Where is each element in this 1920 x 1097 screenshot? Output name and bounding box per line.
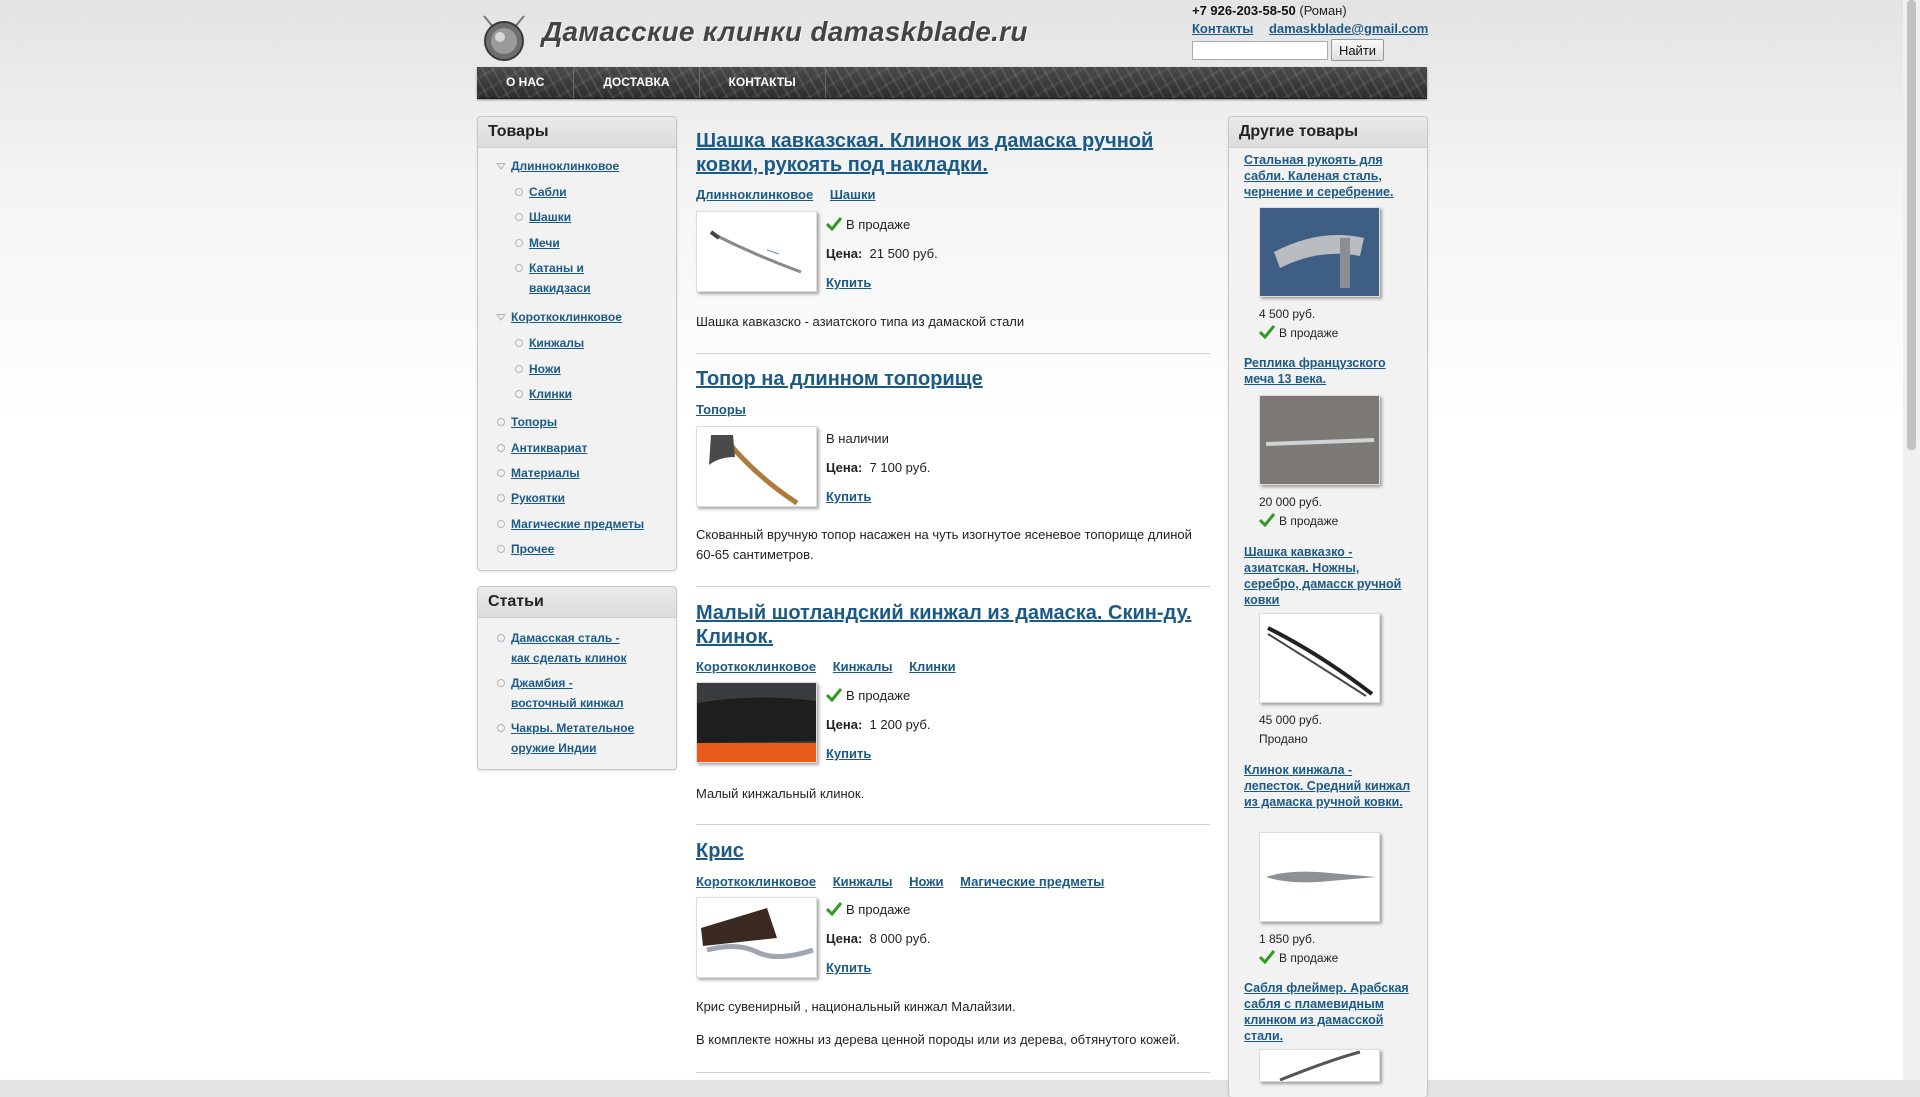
category-link[interactable]: Сабли [529, 185, 567, 199]
product-categories [696, 659, 969, 674]
product-description: Малый кинжальный клинок. [696, 786, 865, 801]
bullet-icon [515, 365, 523, 373]
other-item-title[interactable]: Стальная рукоять для сабли. Каленая сталь, чернение и серебрение. [1244, 153, 1394, 199]
product-item [696, 367, 1210, 567]
category-short-blades [478, 307, 676, 333]
other-item-status-row [1259, 513, 1338, 528]
category-axes [478, 412, 676, 438]
product-image[interactable] [696, 426, 817, 507]
bullet-icon [497, 679, 505, 687]
category-link[interactable]: Материалы [511, 466, 580, 480]
goods-tree [478, 148, 676, 564]
product-price: 21 500 руб. [869, 246, 938, 261]
bullet-icon [497, 520, 505, 528]
other-item-image[interactable] [1259, 613, 1380, 703]
price-label: Цена: [826, 460, 863, 475]
product-status: В продаже [846, 688, 911, 703]
bullet-icon [497, 634, 505, 642]
product-item [696, 601, 1210, 801]
product-category-link[interactable]: Короткоклинковое [696, 874, 817, 889]
product-image[interactable] [696, 211, 817, 292]
expanded-arrow-icon[interactable] [496, 314, 506, 321]
product-category-link[interactable]: Магические предметы [960, 874, 1105, 889]
price-label: Цена: [826, 246, 863, 261]
product-title[interactable]: Малый шотландский кинжал из дамаска. Скин-ду. Клинок. [696, 602, 1192, 648]
check-icon [826, 902, 842, 916]
articles-box [477, 586, 677, 770]
divider [696, 353, 1210, 354]
product-status: В продаже [846, 217, 911, 232]
category-link[interactable]: Прочее [511, 542, 555, 556]
product-description: Шашка кавказско - азиатского типа из дамаской стали [696, 314, 1025, 329]
main-nav [477, 67, 1427, 99]
product-status: В продаже [846, 902, 911, 917]
check-icon [1259, 325, 1275, 339]
product-info [826, 210, 938, 297]
divider [696, 1072, 1210, 1073]
contact-links [1192, 21, 1440, 36]
product-categories [696, 402, 759, 417]
other-item-price: 4 500 руб. [1259, 307, 1316, 321]
category-swords [478, 233, 676, 258]
phone-name: (Роман) [1299, 3, 1347, 18]
nav-delivery[interactable]: ДОСТАВКА [574, 67, 699, 98]
category-link[interactable]: Магические предметы [511, 517, 645, 531]
category-sabres [478, 182, 676, 207]
other-item-status: В продаже [1279, 514, 1339, 528]
divider [696, 824, 1210, 825]
price-label: Цена: [826, 717, 863, 732]
category-link[interactable]: Длинноклинковое [511, 159, 620, 173]
contact-phone [1192, 2, 1347, 20]
email-link[interactable]: damaskblade@gmail.com [1268, 21, 1429, 36]
product-category-link[interactable]: Кинжалы [832, 874, 893, 889]
article-item [478, 673, 641, 718]
logo-icon[interactable] [478, 12, 530, 62]
check-icon [1259, 513, 1275, 527]
check-icon [1259, 950, 1275, 964]
bullet-icon [497, 494, 505, 502]
article-link[interactable]: Чакры. Метательное оружие Индии [511, 721, 635, 755]
category-magic [478, 514, 676, 539]
articles-list [478, 618, 676, 763]
other-item-status: В продаже [1279, 326, 1339, 340]
divider [696, 586, 1210, 587]
article-item [478, 718, 641, 763]
bullet-icon [515, 264, 523, 272]
other-item [1244, 762, 1414, 972]
scrollbar-thumb[interactable] [1907, 0, 1916, 450]
product-categories [696, 874, 1117, 889]
check-icon [826, 688, 842, 702]
phone-number: +7 926-203-58-50 [1192, 3, 1296, 18]
other-item-price: 20 000 руб. [1259, 495, 1322, 509]
other-item-status: Продано [1259, 732, 1308, 746]
other-item [1244, 152, 1414, 342]
category-daggers [478, 333, 676, 359]
category-blades [478, 384, 676, 412]
category-link[interactable]: Мечи [529, 236, 560, 250]
article-item [478, 628, 641, 673]
product-categories [696, 187, 888, 202]
nav-contacts[interactable]: КОНТАКТЫ [700, 67, 826, 98]
bullet-icon [515, 390, 523, 398]
price-label: Цена: [826, 931, 863, 946]
category-shashki [478, 207, 676, 233]
product-info [826, 895, 930, 982]
other-item [1244, 544, 1414, 754]
category-link[interactable]: Ножи [529, 362, 561, 376]
category-katanas [478, 258, 601, 307]
product-category-link[interactable]: Шашки [829, 187, 876, 202]
category-handles [478, 488, 676, 514]
product-category-link[interactable]: Ножи [909, 874, 944, 889]
other-item-title[interactable]: Шашка кавказко - азиатская. Ножны, серебро, дамасск ручной ковки [1244, 545, 1402, 607]
product-category-link[interactable]: Кинжалы [832, 659, 893, 674]
category-antiques [478, 438, 676, 463]
product-item [696, 839, 1210, 1079]
product-description: Скованный вручную топор насажен на чуть изогнутое ясеневое топорище длиной 60-65 сантиметров. [696, 527, 1192, 562]
contacts-link[interactable]: Контакты [1192, 21, 1254, 36]
other-goods-title: Другие товары [1229, 117, 1427, 148]
bullet-icon [515, 188, 523, 196]
expanded-arrow-icon[interactable] [496, 163, 506, 170]
bullet-icon [497, 444, 505, 452]
other-item-image[interactable] [1259, 832, 1380, 922]
category-link[interactable]: Короткоклинковое [511, 310, 622, 324]
other-item-title[interactable]: Реплика французского меча 13 века. [1244, 356, 1386, 386]
buy-link[interactable]: Купить [826, 960, 872, 975]
bullet-icon [497, 724, 505, 732]
product-description: В комплекте ножны из дерева ценной породы или из дерева, обтянутого кожей. [696, 1032, 1180, 1047]
check-icon [826, 217, 842, 231]
other-item-image[interactable] [1259, 395, 1380, 485]
buy-link[interactable]: Купить [826, 275, 872, 290]
category-link[interactable]: Катаны и вакидзаси [529, 261, 591, 295]
nav-about[interactable]: О НАС [477, 67, 574, 98]
product-title[interactable]: Шашка кавказская. Клинок из дамаска ручной ковки, рукоять под накладки. [696, 130, 1154, 176]
product-price: 7 100 руб. [869, 460, 931, 475]
goods-box [477, 116, 677, 571]
product-title[interactable]: Крис [696, 840, 744, 862]
articles-title: Статьи [478, 587, 676, 618]
other-item [1244, 355, 1414, 535]
category-link[interactable]: Кинжалы [529, 336, 585, 350]
other-item-image[interactable] [1259, 207, 1380, 297]
product-info [826, 424, 930, 511]
other-item-price: 45 000 руб. [1259, 713, 1322, 727]
bullet-icon [515, 239, 523, 247]
product-image[interactable] [696, 682, 817, 763]
other-item-status-row [1259, 325, 1338, 340]
category-long-blades [478, 156, 676, 182]
other-item-title[interactable]: Клинок кинжала - лепесток. Средний кинжал из дамаска ручной ковки. [1244, 763, 1411, 809]
other-item-status: В продаже [1279, 951, 1339, 965]
category-link[interactable]: Антиквариат [511, 441, 588, 455]
product-price: 1 200 руб. [869, 717, 931, 732]
product-item [696, 129, 1210, 349]
bullet-icon [497, 469, 505, 477]
category-other [478, 539, 676, 564]
other-item-status-row [1259, 950, 1338, 965]
product-status: В наличии [826, 431, 889, 446]
article-link[interactable]: Джамбия - восточный кинжал [511, 676, 624, 710]
product-category-link[interactable]: Короткоклинковое [696, 659, 817, 674]
goods-title: Товары [478, 117, 676, 148]
category-knives [478, 359, 676, 384]
product-info [826, 681, 930, 768]
category-materials [478, 463, 676, 488]
product-category-link[interactable]: Длинноклинковое [696, 187, 814, 202]
article-link[interactable]: Дамасская сталь - как сделать клинок [511, 631, 627, 665]
product-price: 8 000 руб. [869, 931, 931, 946]
buy-link[interactable]: Купить [826, 746, 872, 761]
buy-link[interactable]: Купить [826, 489, 872, 504]
search-button[interactable]: Найти [1331, 39, 1384, 61]
search-input[interactable] [1192, 41, 1328, 60]
product-title[interactable]: Топор на длинном топорище [696, 368, 983, 390]
bullet-icon [515, 213, 523, 221]
category-link[interactable]: Шашки [529, 210, 572, 224]
other-item-price: 1 850 руб. [1259, 932, 1316, 946]
bullet-icon [497, 418, 505, 426]
other-item [1244, 980, 1414, 1080]
bullet-icon [497, 545, 505, 553]
product-description: Крис сувенирный , национальный кинжал Малайзии. [696, 999, 1016, 1014]
product-image[interactable] [696, 897, 817, 978]
category-link[interactable]: Клинки [529, 387, 572, 401]
category-link[interactable]: Топоры [511, 415, 558, 429]
bullet-icon [515, 339, 523, 347]
other-item-title[interactable]: Сабля флеймер. Арабская сабля с пламевидным клинком из дамасской стали. [1244, 981, 1409, 1043]
site-title[interactable]: Дамасские клинки damaskblade.ru [542, 16, 1028, 47]
product-category-link[interactable]: Клинки [909, 659, 956, 674]
other-item-image[interactable] [1259, 1049, 1380, 1082]
category-link[interactable]: Рукоятки [511, 491, 565, 505]
product-category-link[interactable]: Топоры [696, 402, 746, 417]
